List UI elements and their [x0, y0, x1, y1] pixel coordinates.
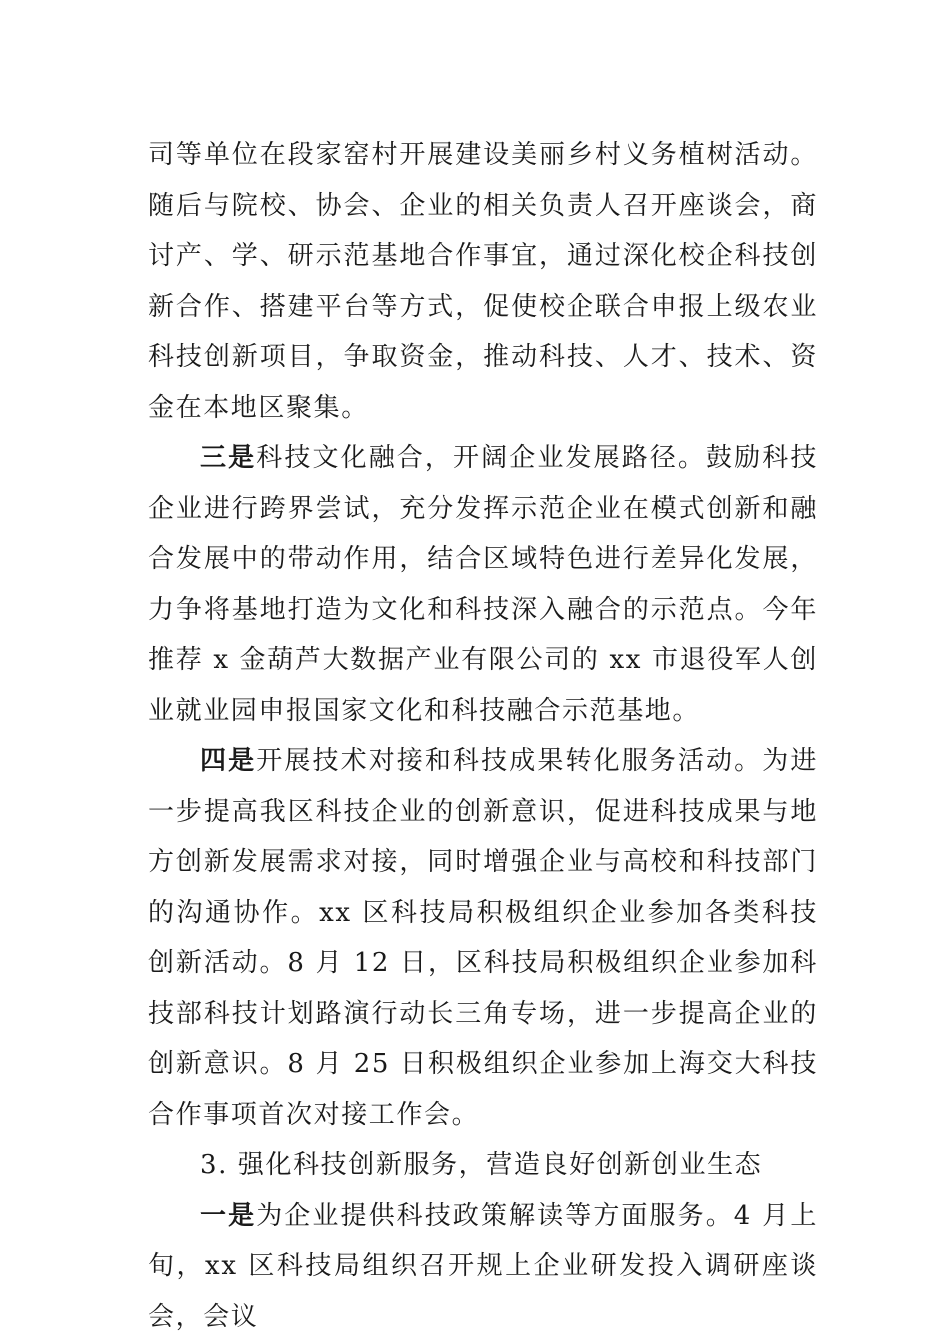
- paragraph-lead: 四是: [200, 746, 257, 776]
- paragraph-continued: [148, 130, 818, 433]
- paragraph-text: 科技文化融合，开阔企业发展路径。鼓励科技企业进行跨界尝试，充分发挥示范企业在模式创新和融合发展中的带动作用，结合区域特色进行差异化发展，力争将基地打造为文化和科技深入融合的示范点。今年推荐 x 金葫芦大数据产业有限公司的 xx 市退役军人创业就业园申报国家文化和科技融合示范基地。: [148, 443, 818, 726]
- document-body: [148, 130, 818, 1342]
- paragraph-item-three: [148, 433, 818, 736]
- paragraph-text: 开展技术对接和科技成果转化服务活动。为进一步提高我区科技企业的创新意识，促进科技成果与地方创新发展需求对接，同时增强企业与高校和科技部门的沟通协作。xx 区科技局积极组织企业参加各类科技创新活动。8 月 12 日，区科技局积极组织企业参加科技部科技计划路演行动长三角专场，进一步提高企业的创新意识。8 月 25 日积极组织企业参加上海交大科技合作事项首次对接工作会。: [148, 746, 818, 1130]
- section-heading-text: 3. 强化科技创新服务，营造良好创新创业生态: [200, 1150, 763, 1180]
- paragraph-item-one: [148, 1191, 818, 1343]
- paragraph-text: 为企业提供科技政策解读等方面服务。4 月上旬，xx 区科技局组织召开规上企业研发投入调研座谈会，会议: [148, 1200, 818, 1332]
- section-heading: [148, 1140, 818, 1191]
- paragraph-item-four: [148, 736, 818, 1140]
- paragraph-lead: 一是: [200, 1200, 257, 1231]
- paragraph-lead: 三是: [200, 443, 257, 473]
- paragraph-text: 司等单位在段家窑村开展建设美丽乡村义务植树活动。随后与院校、协会、企业的相关负责人召开座谈会，商讨产、学、研示范基地合作事宜，通过深化校企科技创新合作、搭建平台等方式，促使校企联合申报上级农业科技创新项目，争取资金，推动科技、人才、技术、资金在本地区聚集。: [148, 140, 818, 423]
